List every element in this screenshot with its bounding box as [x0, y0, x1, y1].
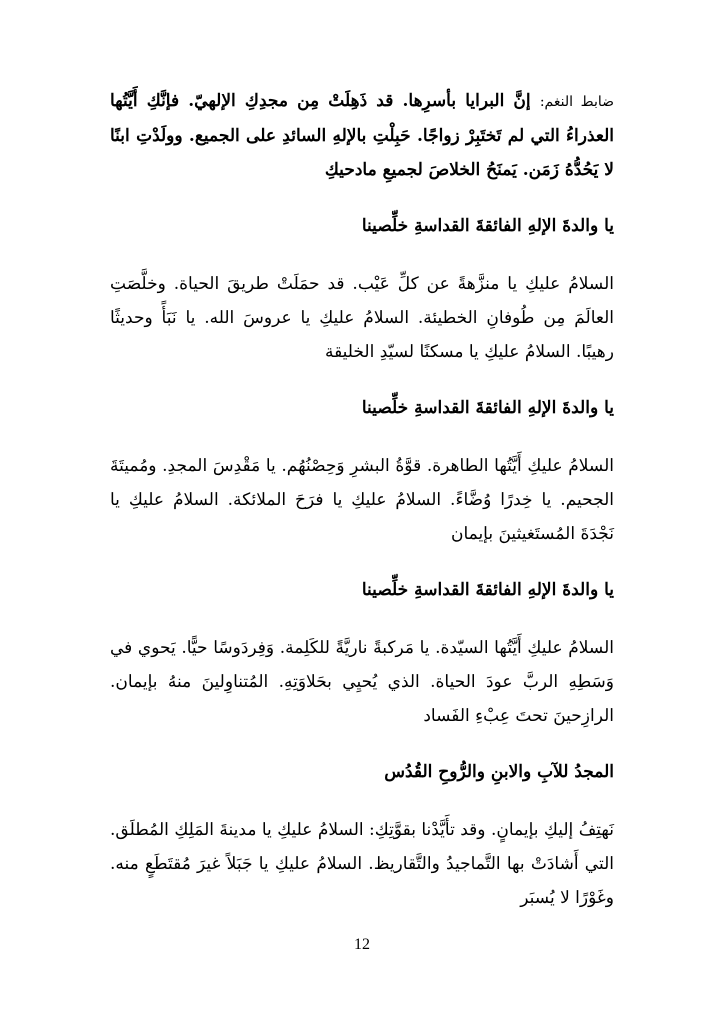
stanza-paragraph: السلامُ عليكِ أَيَّتُها السيّدة. يا مَركبةً ناريَّةً للكَلِمة. وَفِردَوسًا حيًّا. يَحوي في وَسَطِهِ الربَّ عودَ الحياة. الذي يُحيِي بحَلاوَتِهِ. المُتناوِلينَ منهُ بإيمان. الرازِحينَ تحتَ عِبْءِ الفَساد — [110, 638, 614, 726]
intro-text: إنَّ البرايا بأسرِها. قد ذَهِلَتْ مِن مجدِكِ الإلهيّ. فإنَّكِ أَيَّتُها العذراءُ التي لم تَختَبِرْ زواجًا. حَبِلْتِ بالإلهِ السائدِ على الجميع. وولَدْتِ ابنًا لا يَحُدُّهُ زَمَن. يَمنَحُ الخلاصَ لجميعِ مادحيكِ — [110, 91, 614, 180]
final-paragraph: نَهتِفُ إليكِ بإيمانٍ. وقد تأَيَّدْنا بقوَّتِكِ: السلامُ عليكِ يا مدينةَ المَلِكِ المُطلَق. التي أَشادَتْ بها التَّماجيدُ والتَّقاريظ. السلامُ عليكِ يا جَبَلاً غيرَ مُقتَطَعٍ منه. وغَوْرًا لا يُسبَر — [110, 820, 614, 908]
stanza-paragraph: السلامُ عليكِ أَيَّتُها الطاهرة. قوَّةُ البشرِ وَحِصْنُهُم. يا مَقْدِسَ المجدِ. ومُميتَةَ الجحيم. يا خِدرًا وُضَّاءً. السلامُ عليكِ يا فرَحَ الملائكة. السلامُ عليكِ يا نَجْدَةَ المُستَغيثينَ بإيمان — [110, 456, 614, 544]
refrain-line: يا والدةَ الإلهِ الفائقةَ القداسةِ خلِّصينا — [361, 580, 614, 600]
intro-prefix: ضابط النغم: — [539, 94, 614, 110]
stanza-paragraph: السلامُ عليكِ يا منزَّهةً عن كلِّ عَيْب. قد حمَلَتْ طريقَ الحياة. وخلَّصَتِ العالَمَ مِن طُوفانِ الخطيئة. السلامُ عليكِ يا عروسَ الله. يا نَبَأً وحديثًا رهيبًا. السلامُ عليكِ يا مسكنًا لسيّدِ الخليقة — [110, 274, 614, 362]
doxology-line: المجدُ للآبِ والابنِ والرُّوحِ القُدُس — [384, 762, 614, 782]
page-number: 12 — [354, 936, 370, 953]
intro-paragraph — [110, 84, 614, 187]
page-content — [110, 84, 614, 939]
refrain-line: يا والدةَ الإلهِ الفائقةَ القداسةِ خلِّصينا — [361, 398, 614, 418]
refrain-line: يا والدةَ الإلهِ الفائقةَ القداسةِ خلِّصينا — [361, 216, 614, 236]
